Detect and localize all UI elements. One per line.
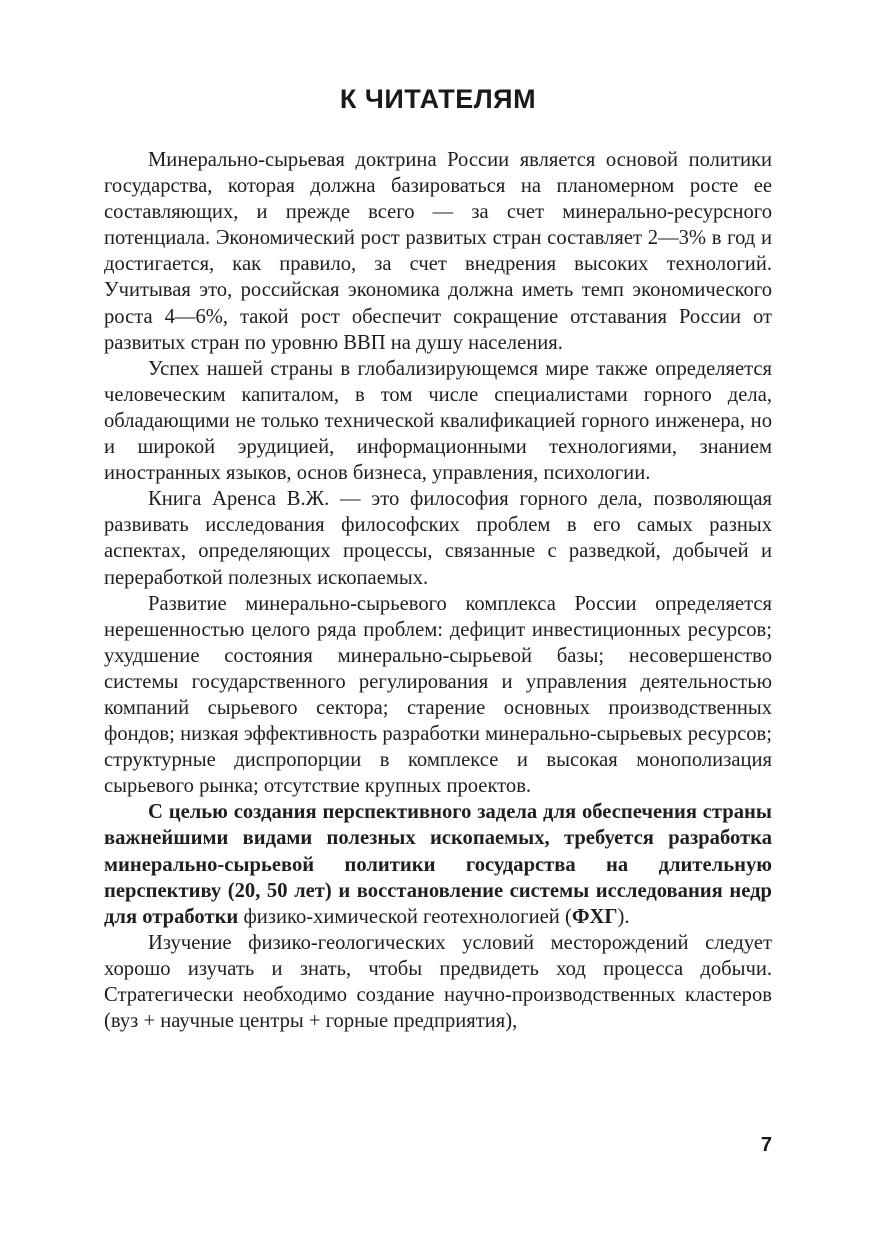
paragraph-book-description: Книга Аренса В.Ж. — это философия горного дела, позволяющая развивать исследования философских проблем в его самых разных аспектах, определяющих процессы, связанные с разведкой, добычей и переработкой полезных ископаемых. [104, 488, 772, 589]
page-title: К ЧИТАТЕЛЯМ [339, 84, 537, 114]
paragraph-doctrine: Минерально-сырьевая доктрина России является основой политики государства, которая должна базироваться на планомерном росте ее составляющих, и прежде всего — за счет минерально-ресурсного потенциала. Экономический рост развитых стран составляет 2—3% в год и достигается, как правило, за счет внедрения высоких технологий. Учитывая это, российская экономика должна иметь темп экономического роста 4—6%, такой рост обеспечит сокращение отставания России от развитых стран по уровню ВВП на душу населения. [104, 149, 772, 354]
paragraph-problems: Развитие минерально-сырьевого комплекса России определяется нерешенностью целого ряда проблем: дефицит инвестиционных ресурсов; ухудшение состояния минерально-сырьевой базы; несовершенство системы государственного регулирования и управления деятельностью компаний сырьевого сектора; старение основных производственных фондов; низкая эффективность разработки минерально-сырьевых ресурсов; структурные диспропорции в комплексе и высокая монополизация сырьевого рынка; отсутствие крупных проектов. [104, 592, 772, 798]
emphasis-abbreviation: ФХГ [571, 905, 618, 928]
paragraph-emphasis [104, 799, 772, 929]
page-number: 7 [760, 1134, 772, 1156]
paragraph-human-capital: Успех нашей страны в глобализирующемся мире также определяется человеческим капиталом, в том числе специалистами горного дела, обладающими не только технической квалификацией горного инженера, но и широкой эрудицией, информационными технологиями, знанием иностранных языков, основ бизнеса, управления, психологии. [104, 357, 772, 485]
emphasis-closing: ). [617, 905, 630, 928]
emphasis-regular-part: физико-химической геотехнологией ( [238, 905, 572, 928]
paragraph-final: Изучение физико-геологических условий месторождений следует хорошо изучать и знать, чтобы предвидеть ход процесса добычи. Стратегически необходимо создание научно-производственных кластеров (вуз + научные центры + горные предприятия), [104, 931, 772, 1033]
body-text [104, 147, 772, 1034]
book-page [104, 0, 772, 1241]
emphasis-bold-lead: С целью создания перспективного задела для обеспечения страны важнейшими видами полезных ископаемых, требуется разработка минерально-сырьевой политики государства на длительную перспективу (20, 50 лет) и восстановление системы исследования недр для отработки [104, 801, 772, 928]
